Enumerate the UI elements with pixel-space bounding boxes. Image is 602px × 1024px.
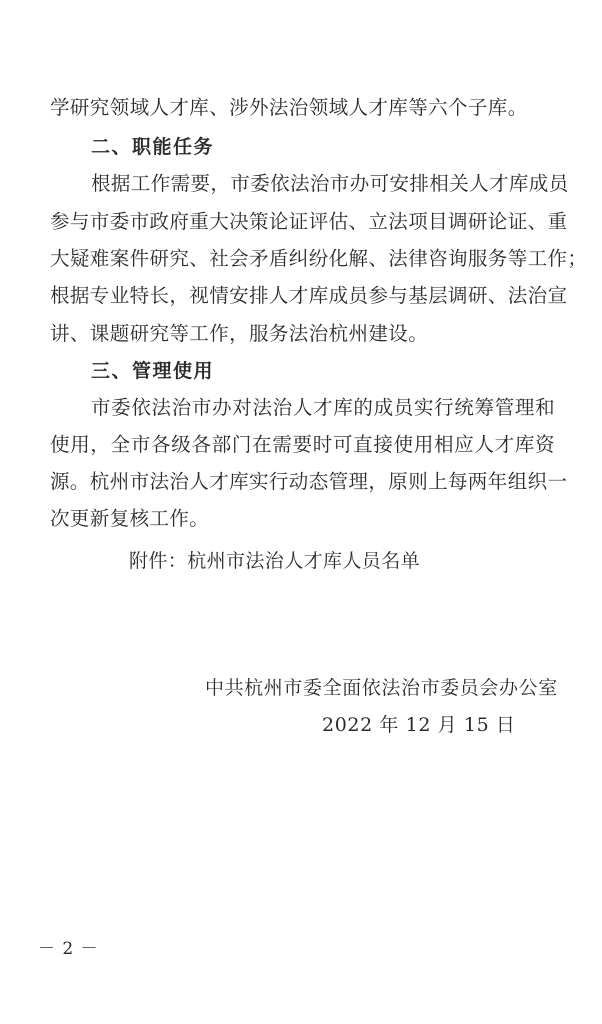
section-2-line-4: 根据专业特长，视情安排人才库成员参与基层调研、法治宣	[50, 284, 568, 307]
section-2-heading: 二、职能任务	[91, 136, 215, 158]
issue-date: 2022 年 12 月 15 日	[322, 714, 516, 736]
attachment-note: 附件：杭州市法治人才库人员名单	[129, 550, 421, 572]
section-2-line-2: 参与市委市政府重大决策论证评估、立法项目调研论证、重	[50, 210, 568, 233]
section-2-line-1: 根据工作需要，市委依法治市办可安排相关人才库成员	[91, 172, 569, 195]
section-3-line-3: 源。杭州市法治人才库实行动态管理，原则上每两年组织一	[50, 470, 568, 493]
section-3-line-4: 次更新复核工作。	[50, 507, 210, 530]
section-3-heading: 三、管理使用	[91, 360, 215, 382]
issuer-name: 中共杭州市委全面依法治市委员会办公室	[205, 677, 558, 699]
section-3-line-1: 市委依法治市办对法治人才库的成员实行统筹管理和	[91, 396, 555, 419]
page-number: － 2 －	[38, 939, 99, 959]
section-3-line-2: 使用，全市各级各部门在需要时可直接使用相应人才库资	[50, 433, 555, 456]
section-2-line-3: 大疑难案件研究、社会矛盾纠纷化解、法律咨询服务等工作；	[50, 247, 588, 270]
section-2-line-5: 讲、课题研究等工作，服务法治杭州建设。	[50, 322, 429, 345]
intro-tail-line: 学研究领域人才库、涉外法治领域人才库等六个子库。	[50, 96, 528, 119]
